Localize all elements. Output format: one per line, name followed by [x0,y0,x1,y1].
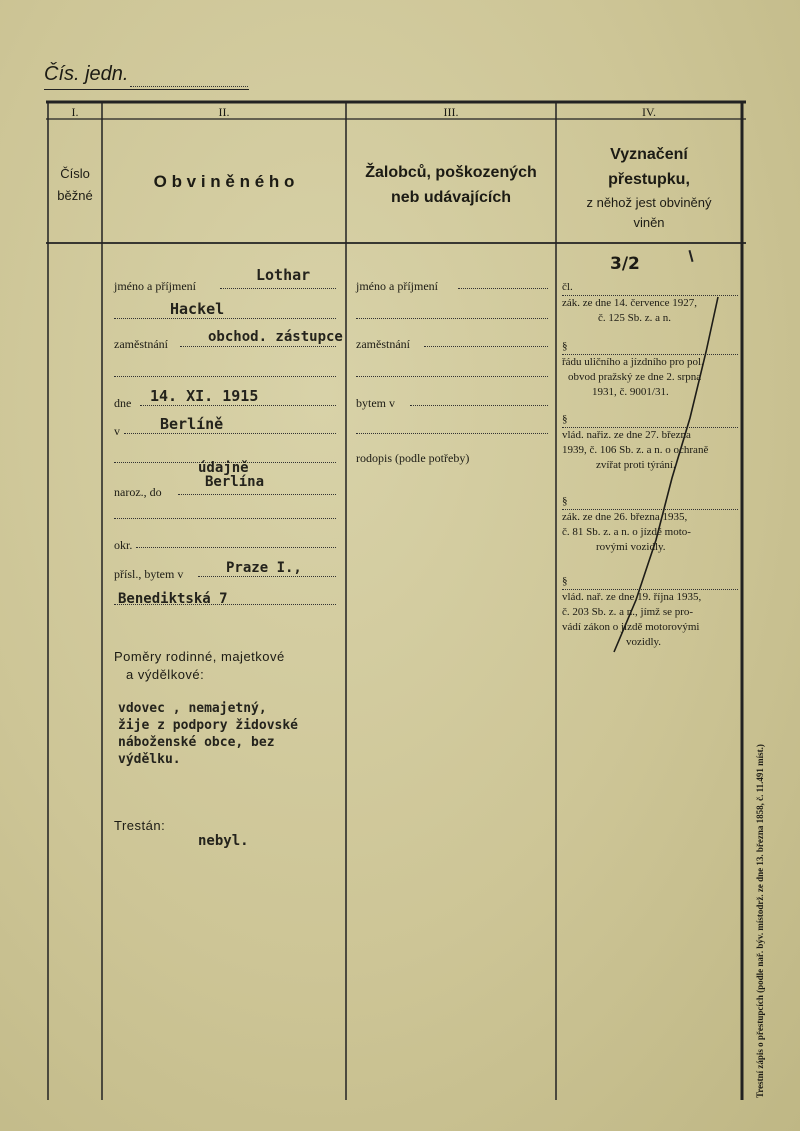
offence-5-line3: vádí zákon o jízdě motorovými [562,621,700,633]
accused-in-label: v [114,424,120,438]
col3-header-line1: Žalobců, poškozených [365,164,537,181]
offence-5-line2: č. 203 Sb. z. a n., jímž se pro- [562,606,694,618]
accused-street: Benediktská 7 [118,591,228,607]
circumstances-line1: vdovec , nemajetný, [118,701,267,716]
accused-occupation-label: zaměstnání [114,337,168,351]
offence-4-line3: rovými vozidly. [596,541,666,553]
col2-number: II. [218,105,230,119]
accused-birth-date: 14. XI. 1915 [150,387,259,405]
col4-header-line4: viněn [633,215,665,230]
offence-3-line2: 1939, č. 106 Sb. z. a n. o ochraně [562,444,709,456]
col1-header-line2: běžné [57,188,93,203]
accused-district-label: okr. [114,538,133,552]
col3-header-line2: neb udávajících [390,189,512,206]
offence-5-line1: vlád. nař. ze dne 19. října 1935, [562,591,702,603]
offence-4-line1: zák. ze dne 26. března 1935, [562,511,688,523]
accused-born-label: naroz., do [114,485,162,499]
col1-header-line1: Číslo [60,166,90,181]
circumstances-label-line2: a výdělkové: [126,667,205,682]
circumstances-line2: žije z podpory židovské [118,718,299,733]
offence-2-line1: řádu uličního a jízdního pro pol. [562,356,704,368]
complainant-occupation-label: zaměstnání [356,337,410,351]
offence-4-line2: č. 81 Sb. z. a n. o jízdě moto- [562,526,691,538]
circumstances-line4: výdělku. [118,752,181,767]
col2-header: O b v i n ě n é h o [153,172,295,191]
accused-residence-label: přísl., bytem v [114,567,184,581]
offence-handwritten-mark: 3/2 [610,254,640,274]
offence-4-label-row: § [562,494,738,510]
complainant-residence-label: bytem v [356,396,395,410]
col4-header-line1: Vyznačení [610,146,688,163]
offence-2-line2: obvod pražský ze dne 2. srpna [568,371,702,383]
offence-1-label-row: čl. [562,280,738,296]
accused-convicted: nebyl. [198,833,249,849]
offence-3-line3: zvířat proti týrání. [596,459,676,471]
reference-number-label: Čís. jedn. [44,63,129,85]
offence-2-label-row: § [562,339,738,355]
col4-header-line2: přestupku, [608,171,690,188]
accused-allegedly: údajně [198,460,249,476]
complainant-name-label: jméno a příjmení [356,279,438,293]
accused-last-name: Hackel [170,300,225,318]
circumstances-label-line1: Poměry rodinné, majetkové [114,649,285,664]
offence-1-line1: zák. ze dne 14. července 1927, [562,297,697,309]
accused-birth-city: Berlíně [160,415,224,433]
col4-number: IV. [641,105,657,119]
offence-5-line4: vozidly. [626,636,662,648]
accused-first-name: Lothar [256,266,311,284]
accused-occupation: obchod. zástupce [208,329,343,345]
accused-convicted-label: Trestán: [114,818,166,833]
complainant-rodopis-label: rodopis (podle potřeby) [356,451,470,465]
offence-5-label-row: § [562,574,738,590]
side-note: Trestní zápis o přestupcích (podle nař. býv. místodrž. ze dne 13. března 1858, č. 11.491 míst.) [755,744,765,1098]
offence-3-label-row: § [562,412,738,428]
offence-1-line2: č. 125 Sb. z. a n. [598,312,672,324]
offence-2-line3: 1931, č. 9001/31. [592,386,669,398]
accused-residence: Praze I., [226,560,302,576]
accused-date-label: dne [114,396,132,410]
accused-name-label: jméno a příjmení [114,279,196,293]
col3-number: III. [443,105,459,119]
circumstances-line3: náboženské obce, bez [118,735,275,750]
col1-number: I. [71,105,79,119]
accused-born-to: Berlína [205,474,265,490]
offence-3-line1: vlád. nařiz. ze dne 27. března [562,429,691,441]
col4-header-line3: z něhož jest obviněný [586,195,712,210]
